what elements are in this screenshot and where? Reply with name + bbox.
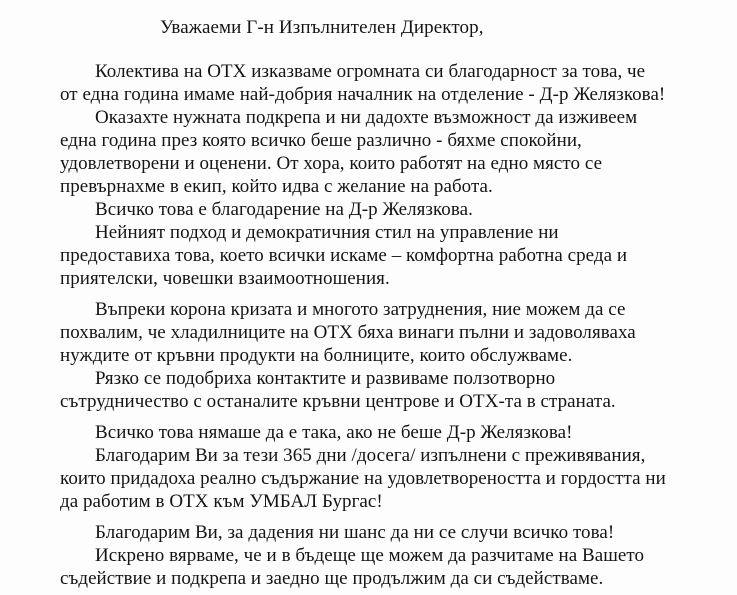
letter-line: приятелски, човешки взаимоотношения. — [60, 268, 390, 289]
letter-line: Благодарим Ви за тези 365 дни /досега/ изпълнени с преживявания, — [95, 445, 646, 466]
letter-line: превърнахме в екип, който идва с желание на работа. — [60, 176, 493, 197]
letter-line: да работим в ОТХ към УМБАЛ Бургас! — [60, 491, 383, 512]
letter-line: Въпреки корона кризата и многото затруднения, ние можем да се — [95, 299, 626, 320]
letter-line: нуждите от кръвни продукти на болниците, които обслужваме. — [60, 345, 573, 366]
letter-line: Всичко това е благодарение на Д-р Желязкова. — [95, 199, 473, 220]
letter-line: сътрудничество с останалите кръвни центрове и ОТХ-та в страната. — [60, 391, 616, 412]
letter-line: Оказахте нужната подкрепа и ни дадохте възможност да изживеем — [95, 107, 638, 128]
letter-line: удовлетворени и оценени. От хора, които работят на едно място се — [60, 153, 603, 174]
letter-line: Рязко се подобриха контактите и развиваме ползотворно — [95, 368, 556, 389]
letter-line: Искрено вярваме, че и в бъдеще ще можем да разчитаме на Вашето — [95, 545, 645, 566]
letter-line: които придадоха реално съдържание на удовлетвореността и гордостта ни — [60, 468, 666, 489]
letter-line: Колектива на ОТХ изказваме огромната си благодарност за това, че — [95, 61, 646, 82]
letter-line: Нейният подход и демократичния стил на управление ни — [95, 222, 559, 243]
letter-line: Благодарим Ви, за дадения ни шанс да ни се случи всичко това! — [95, 522, 615, 543]
letter-line: предоставиха това, което всички искаме – комфортна работна среда и — [60, 245, 628, 266]
letter-line: съдействие и подкрепа и заедно ще продължим да си съдействаме. — [60, 568, 604, 589]
letter-line: Всичко това нямаше да е така, ако не беше Д-р Желязкова! — [95, 422, 573, 443]
letter-line: една година през която всичко беше различно - бяхме спокойни, — [60, 130, 582, 151]
letter-greeting: Уважаеми Г-н Изпълнителен Директор, — [160, 17, 484, 38]
letter-line: похвалим, че хладилниците на ОТХ бяха винаги пълни и задоволяваха — [60, 322, 636, 343]
letter-line: от една година имаме най-добрия началник на отделение - Д-р Желязкова! — [60, 84, 666, 105]
